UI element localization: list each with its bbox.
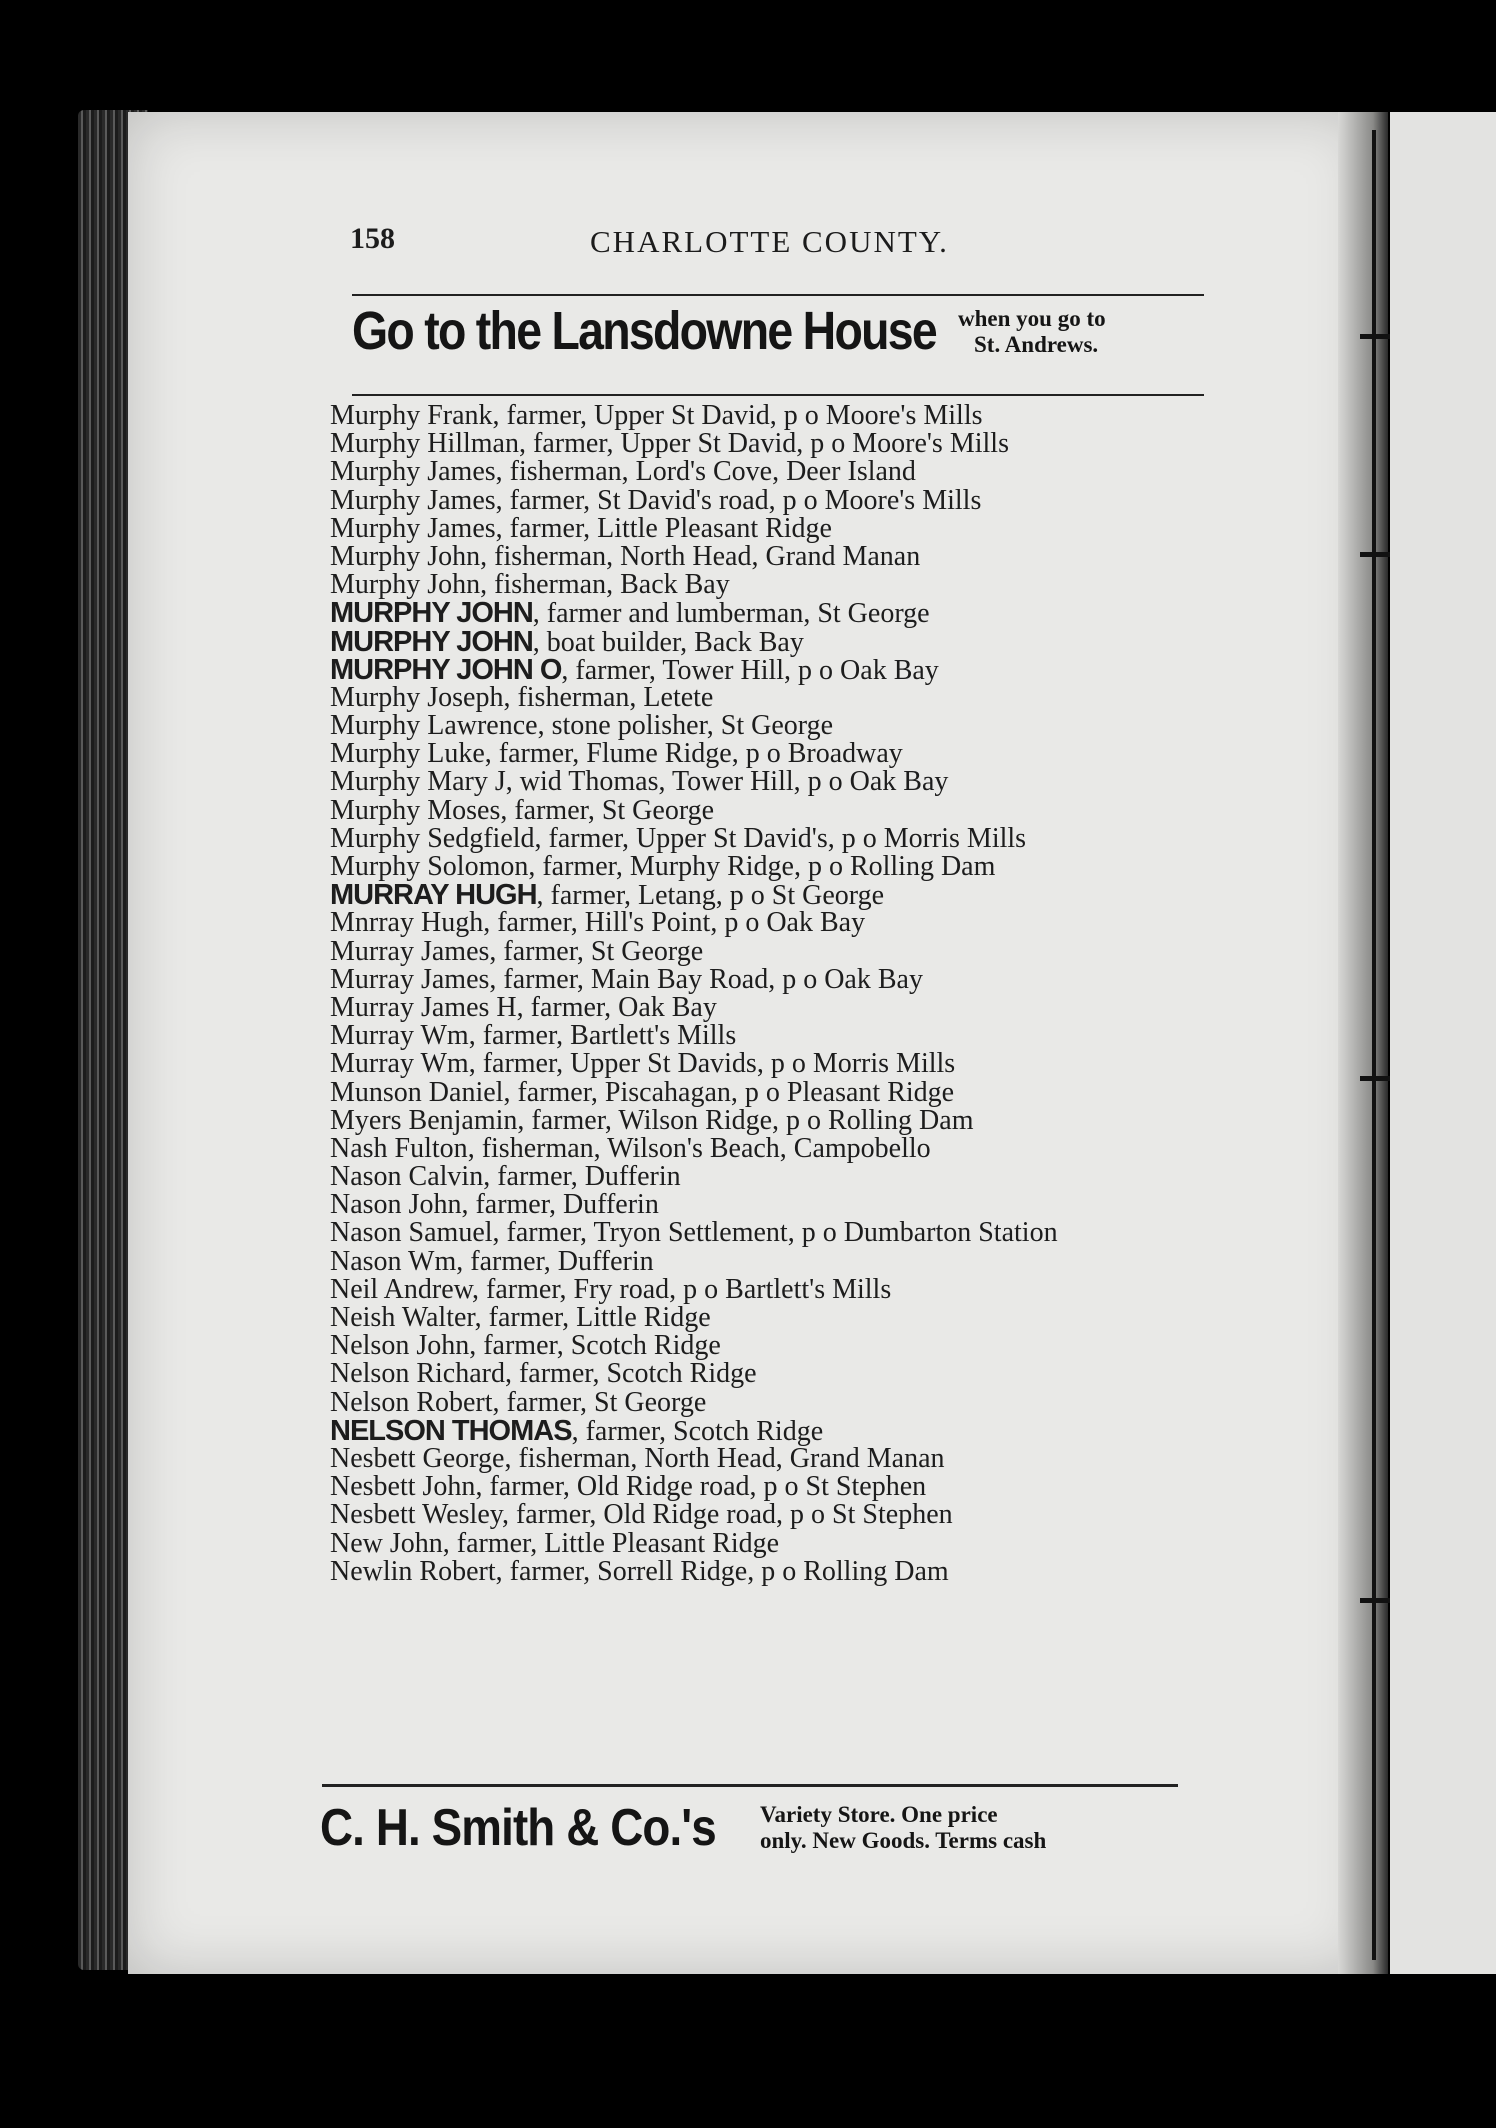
directory-entry — [330, 458, 1210, 486]
entry-details: , farmer, St David's road, p o Moore's Mills — [495, 484, 982, 516]
directory-entry — [330, 402, 1210, 430]
entry-name: MURPHY JOHN O — [330, 653, 562, 686]
directory-entry — [330, 1050, 1210, 1078]
advertisement-top-tagline — [958, 306, 1106, 358]
entry-details: , farmer, Upper St Davids, p o Morris Mills — [468, 1048, 956, 1080]
entry-name: Murphy Solomon — [330, 851, 529, 882]
directory-entry — [330, 1163, 1210, 1191]
entry-name: Murphy Hillman — [330, 428, 519, 460]
advertisement-top-rule — [352, 394, 1204, 396]
entry-details: , fisherman, Wilson's Beach, Campobello — [467, 1132, 931, 1164]
directory-entry — [330, 935, 1210, 967]
entry-name: Murphy Moses — [330, 794, 501, 826]
entry-name: Murphy John — [330, 569, 481, 601]
entry-name: Murphy Frank — [330, 400, 493, 431]
entry-name: Murray Wm — [330, 1020, 469, 1052]
entry-details: , farmer, Oak Bay — [516, 991, 717, 1023]
directory-entry — [330, 822, 1210, 854]
directory-entry — [330, 963, 1210, 995]
entry-name: Murray James — [330, 935, 490, 967]
binding-stitch — [1360, 334, 1390, 339]
directory-entry — [330, 540, 1210, 572]
entry-name: Murphy Mary J — [330, 766, 506, 798]
directory-entry — [330, 1245, 1210, 1277]
advertisement-top-headline: Go to the Lansdowne House — [352, 301, 936, 361]
directory-entry — [330, 1273, 1210, 1305]
entry-details: , farmer, Letang, p o St George — [536, 880, 885, 912]
directory-entry — [330, 1527, 1210, 1559]
entry-details: , farmer and lumberman, St George — [532, 598, 930, 630]
entry-details: , fisherman, Lord's Cove, Deer Island — [495, 456, 916, 488]
entry-details: , farmer, St George — [500, 794, 715, 826]
entry-details: , farmer, Dufferin — [461, 1189, 659, 1221]
directory-entry — [330, 768, 1210, 796]
directory-entry — [330, 1132, 1210, 1164]
directory-entry — [330, 740, 1210, 768]
entry-details: , farmer, Little Pleasant Ridge — [442, 1527, 780, 1559]
binding-stitch — [1360, 1598, 1390, 1603]
directory-entry — [330, 1022, 1210, 1050]
directory-entry — [330, 571, 1210, 599]
entry-details: , farmer, Main Bay Road, p o Oak Bay — [489, 963, 923, 995]
entry-name: Murphy Luke — [330, 738, 485, 770]
directory-entry — [330, 1555, 1210, 1587]
directory-listings — [330, 402, 1210, 1586]
entry-details: , farmer, Upper St David, p o Moore's Mills — [492, 400, 983, 431]
entry-details: , farmer, Piscahagan, p o Pleasant Ridge — [503, 1076, 955, 1108]
entry-name: MURPHY JOHN — [330, 597, 533, 630]
entry-details: , farmer, Dufferin — [483, 1161, 681, 1193]
book-gutter — [1338, 112, 1388, 1974]
entry-details: , farmer, Hill's Point, p o Oak Bay — [483, 907, 866, 939]
entry-details: , farmer, Fry road, p o Bartlett's Mills — [472, 1273, 892, 1305]
facing-page-edge — [1390, 112, 1496, 1974]
entry-name: Murphy James — [330, 484, 496, 516]
entry-name: Nelson Robert — [330, 1386, 493, 1418]
advertisement-bottom-headline: C. H. Smith & Co.'s — [320, 1799, 716, 1857]
entry-name: Murphy James — [330, 456, 496, 488]
entry-name: Mnrray Hugh — [330, 907, 484, 939]
entry-details: , farmer, Wilson Ridge, p o Rolling Dam — [517, 1104, 974, 1136]
entry-details: , farmer, Upper St David's, p o Morris Mills — [534, 822, 1027, 854]
entry-details: , farmer, Old Ridge road, p o St Stephen — [501, 1499, 953, 1531]
entry-name: Murray James — [330, 963, 490, 995]
directory-entry — [330, 484, 1210, 516]
entry-details: , farmer, Tower Hill, p o Oak Bay — [561, 654, 939, 686]
entry-name: Murphy Lawrence — [330, 710, 538, 742]
entry-details: , fisherman, Letete — [503, 681, 714, 713]
entry-name: Myers Benjamin — [330, 1104, 518, 1136]
directory-entry — [330, 1473, 1210, 1501]
advertisement-top-tagline-line2: St. Andrews. — [974, 332, 1099, 357]
entry-details: , farmer, Little Pleasant Ridge — [495, 512, 832, 544]
entry-details: , farmer, Bartlett's Mills — [468, 1020, 737, 1052]
directory-entry — [330, 597, 1210, 630]
entry-details: , farmer, St George — [489, 935, 704, 967]
entry-name: Nason Calvin — [330, 1161, 484, 1193]
directory-entry — [330, 1191, 1210, 1219]
directory-entry — [330, 1442, 1210, 1474]
entry-details: , fisherman, North Head, Grand Manan — [504, 1442, 945, 1474]
entry-name: Nason Samuel — [330, 1217, 493, 1249]
directory-entry — [330, 712, 1210, 740]
entry-name: MURRAY HUGH — [330, 879, 537, 912]
entry-name: Nesbett George — [330, 1442, 505, 1474]
entry-name: Nelson Richard — [330, 1358, 505, 1390]
page-number: 158 — [350, 222, 395, 255]
entry-name: Nesbett Wesley — [330, 1499, 502, 1531]
entry-name: Newlin Robert — [330, 1555, 496, 1587]
binding-line — [1372, 130, 1376, 1960]
directory-entry — [330, 909, 1210, 937]
advertisement-bottom-tagline-line2: only. New Goods. Terms cash — [760, 1828, 1047, 1853]
directory-entry — [330, 853, 1210, 881]
advertisement-bottom — [320, 1798, 1180, 1868]
directory-entry — [330, 512, 1210, 544]
advertisement-top-tagline-line1: when you go to — [958, 306, 1106, 331]
directory-entry — [330, 1501, 1210, 1529]
directory-entry — [330, 1219, 1210, 1247]
entry-details: , stone polisher, St George — [537, 710, 834, 742]
entry-details: , farmer, St George — [492, 1386, 707, 1418]
entry-name: Munson Daniel — [330, 1076, 504, 1108]
directory-entry — [330, 1304, 1210, 1332]
binding-stitch — [1360, 1076, 1390, 1081]
entry-details: , farmer, Little Ridge — [474, 1302, 711, 1333]
directory-entry — [330, 430, 1210, 458]
page-header — [350, 222, 990, 262]
entry-details: , farmer, Scotch Ridge — [469, 1330, 721, 1362]
directory-entry — [330, 1414, 1210, 1447]
entry-name: Murray Wm — [330, 1048, 469, 1080]
entry-details: , farmer, Scotch Ridge — [504, 1358, 757, 1390]
entry-name: Nason Wm — [330, 1245, 457, 1277]
entry-name: Nason John — [330, 1189, 462, 1221]
entry-name: Nesbett John — [330, 1471, 476, 1503]
directory-entry — [330, 1360, 1210, 1388]
entry-name: New John — [330, 1527, 443, 1559]
directory-entry — [330, 625, 1210, 658]
entry-name: Murphy John — [330, 540, 481, 572]
entry-details: , farmer, Old Ridge road, p o St Stephen — [475, 1471, 927, 1503]
entry-name: Neil Andrew — [330, 1273, 473, 1305]
advertisement-bottom-tagline-line1: Variety Store. One price — [760, 1802, 998, 1827]
entry-details: , farmer, Scotch Ridge — [571, 1415, 824, 1447]
directory-entry — [330, 1104, 1210, 1136]
entry-name: Nelson John — [330, 1330, 470, 1362]
advertisement-bottom-tagline — [760, 1802, 1046, 1854]
advertisement-top — [352, 300, 1212, 376]
entry-details: , wid Thomas, Tower Hill, p o Oak Bay — [505, 766, 949, 798]
directory-entry — [330, 1076, 1210, 1108]
entry-details: , fisherman, Back Bay — [480, 569, 730, 601]
entry-name: Neish Walter — [330, 1302, 475, 1333]
directory-entry — [330, 681, 1210, 713]
entry-name: Murray James H — [330, 991, 517, 1023]
directory-entry — [330, 991, 1210, 1023]
entry-details: , farmer, Tryon Settlement, p o Dumbarton Station — [492, 1217, 1058, 1249]
entry-details: , farmer, Upper St David, p o Moore's Mills — [519, 428, 1009, 460]
advertisement-bottom-rule — [322, 1784, 1178, 1787]
entry-details: , boat builder, Back Bay — [532, 626, 804, 658]
directory-entry — [330, 653, 1210, 686]
directory-entry — [330, 794, 1210, 826]
directory-entry — [330, 1332, 1210, 1360]
entry-details: , farmer, Flume Ridge, p o Broadway — [484, 738, 903, 770]
entry-details: , farmer, Murphy Ridge, p o Rolling Dam — [528, 851, 996, 882]
directory-entry — [330, 1386, 1210, 1418]
running-title: CHARLOTTE COUNTY. — [590, 224, 949, 259]
entry-name: MURPHY JOHN — [330, 625, 533, 658]
binding-stitch — [1360, 552, 1390, 557]
entry-name: Murphy Sedgfield — [330, 822, 535, 854]
header-rule — [352, 294, 1204, 296]
entry-details: , fisherman, North Head, Grand Manan — [480, 540, 921, 572]
entry-details: , farmer, Sorrell Ridge, p o Rolling Dam — [495, 1555, 949, 1587]
entry-name: Nash Fulton — [330, 1132, 468, 1164]
directory-entry — [330, 879, 1210, 912]
entry-name: Murphy James — [330, 512, 496, 544]
entry-name: Murphy Joseph — [330, 681, 504, 713]
entry-details: , farmer, Dufferin — [456, 1245, 654, 1277]
entry-name: NELSON THOMAS — [330, 1414, 572, 1447]
